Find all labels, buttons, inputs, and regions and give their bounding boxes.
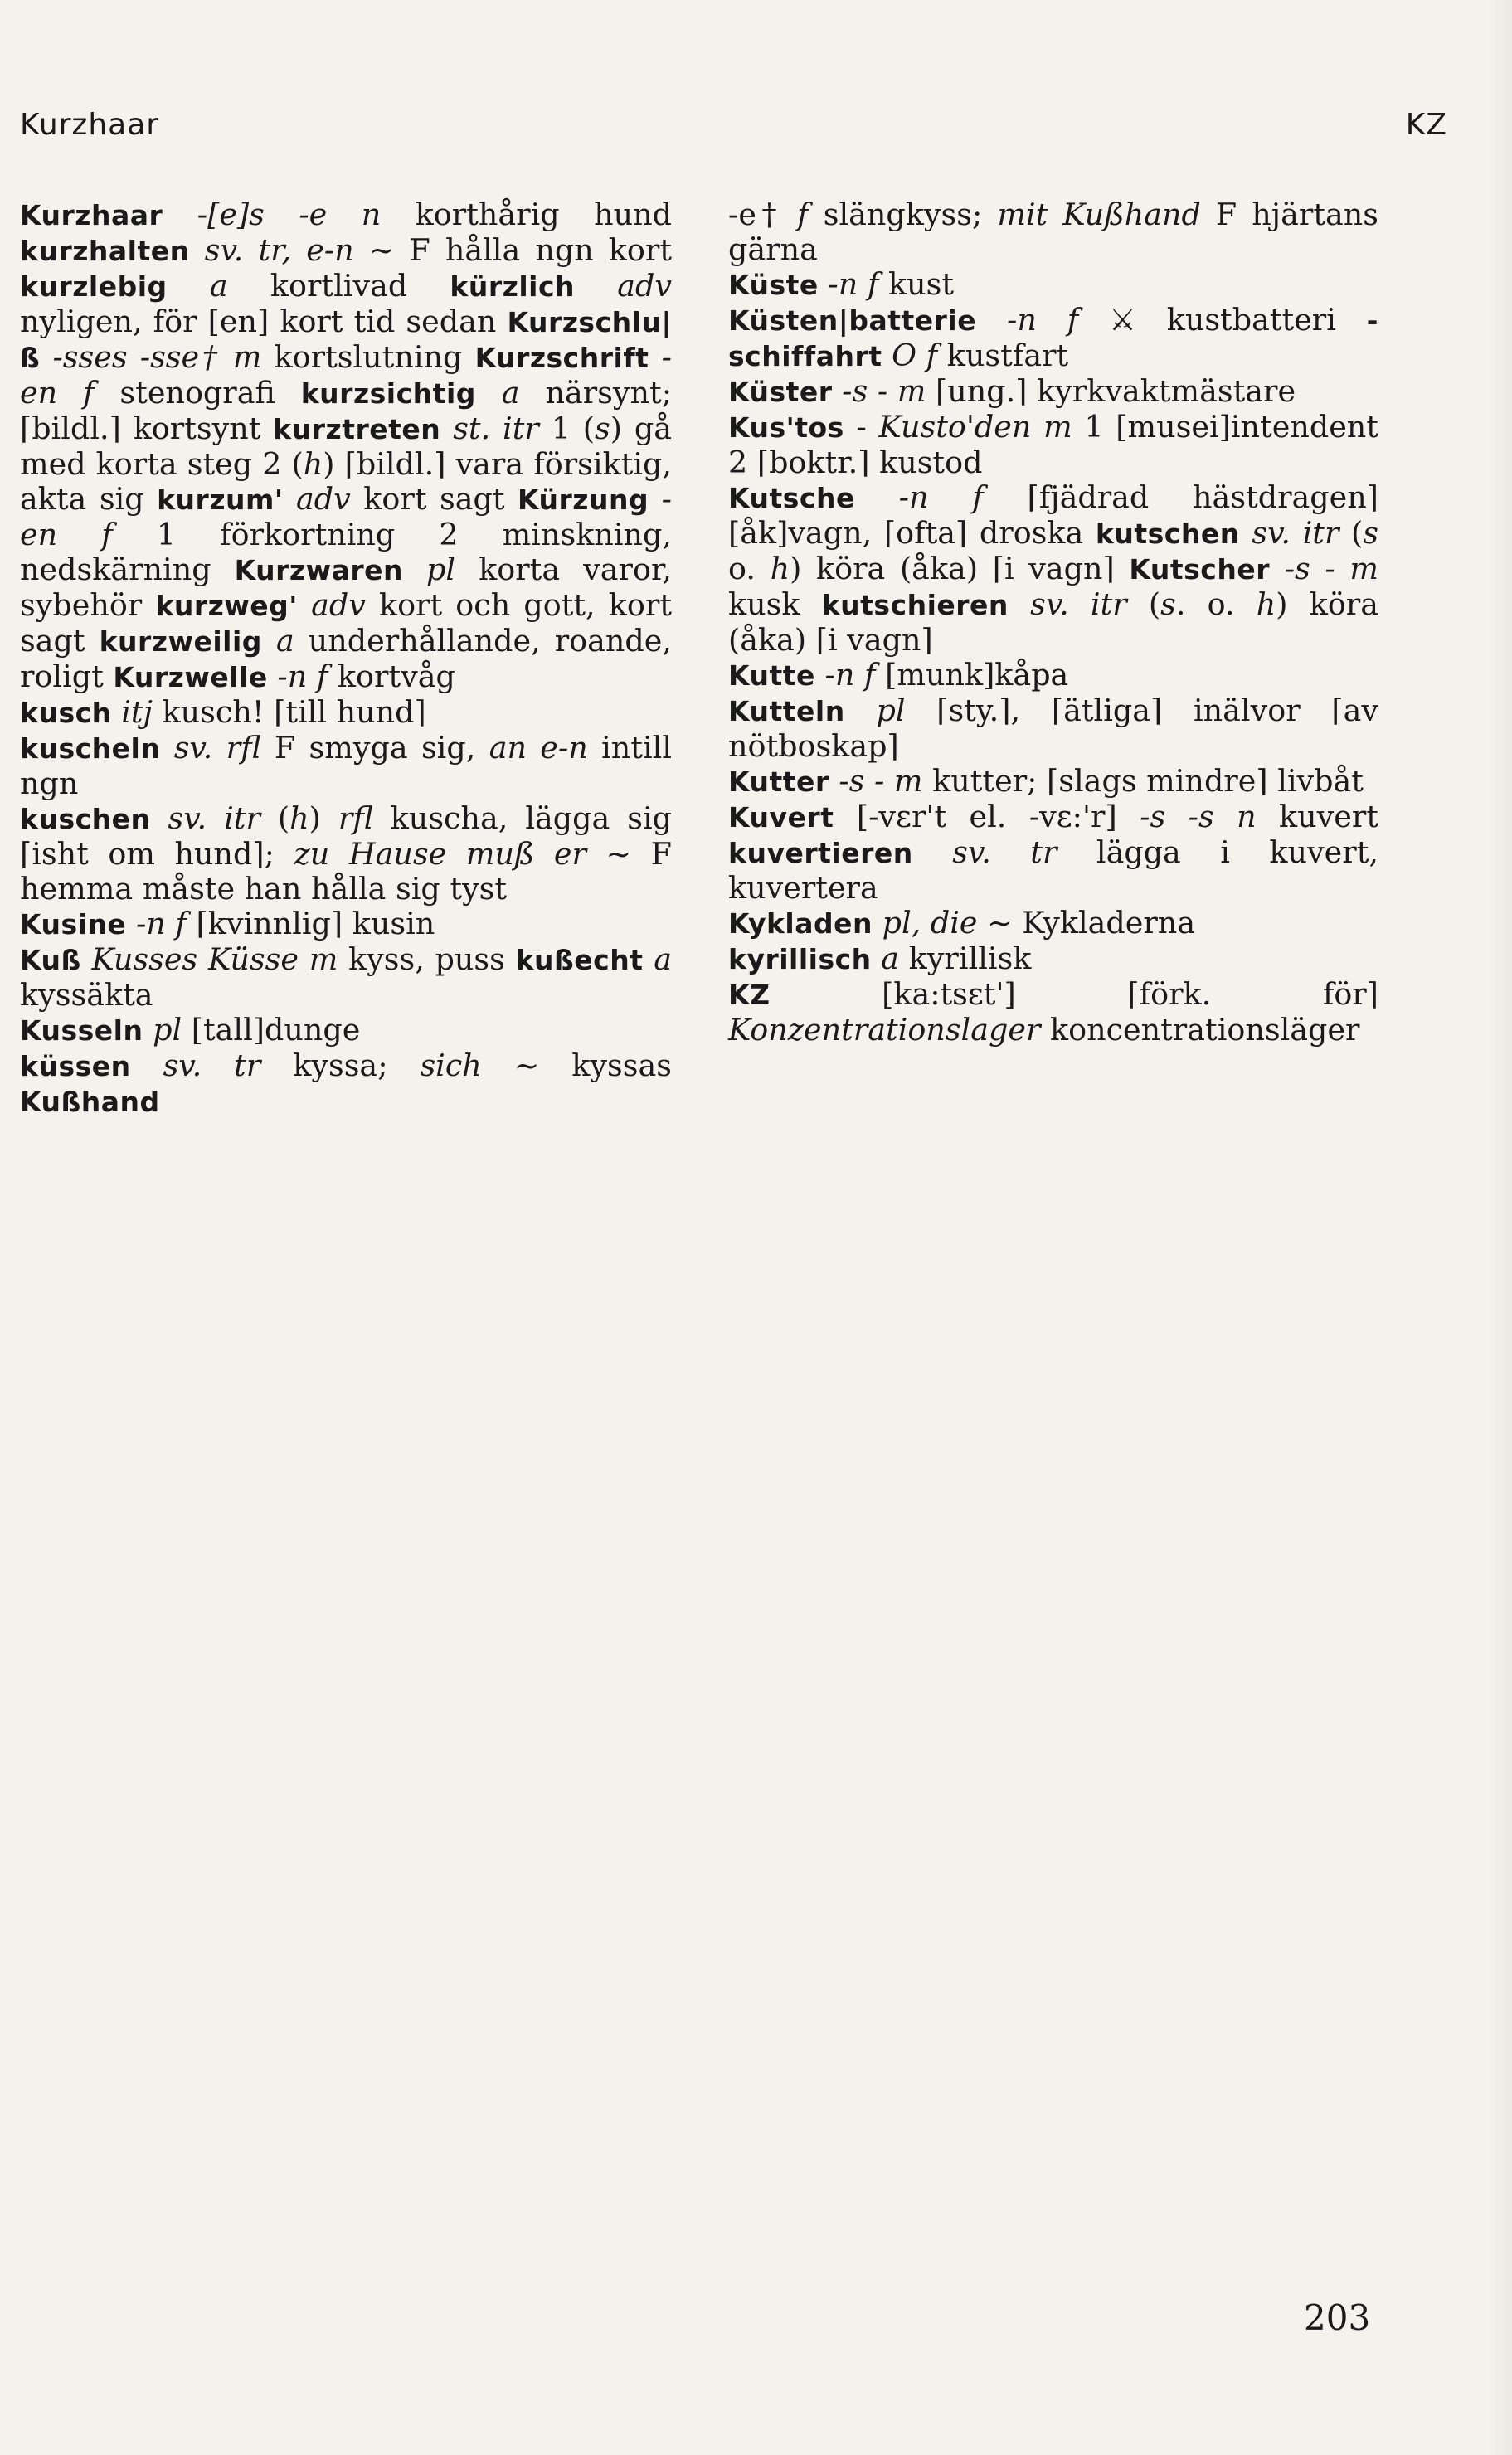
entry-headword: kusch <box>20 697 112 729</box>
entry-text <box>168 268 210 304</box>
entry-text: ) <box>309 800 338 836</box>
entry-grammar: mit Kußhand <box>997 197 1201 232</box>
page-shadow <box>1487 0 1512 2455</box>
entry-grammar: sv. tr, e-n <box>204 232 354 268</box>
entry-text <box>81 941 92 977</box>
dictionary-entry <box>20 907 672 942</box>
entry-text <box>873 905 882 941</box>
entry-text: kortslutning <box>261 339 475 375</box>
entry-grammar: -s - m <box>839 763 923 799</box>
entry-text <box>221 339 233 375</box>
dictionary-entry <box>20 800 682 907</box>
entry-grammar: a <box>654 941 672 977</box>
entry-headword: Kutter <box>728 766 829 798</box>
entry-text: ) köra (åka) ⌈i vagn⌉ <box>728 586 1388 658</box>
left-column <box>20 197 682 1120</box>
dictionary-entry <box>728 267 1378 303</box>
dictionary-entry <box>728 479 1388 658</box>
entry-text <box>143 1012 153 1048</box>
entry-headword: Kusseln <box>20 1014 143 1047</box>
entry-text: ⌈ung.⌉ kyrkvaktmästare <box>926 373 1296 409</box>
entry-text: kort och gott, kort sagt <box>20 587 682 659</box>
entry-grammar: adv <box>296 481 351 517</box>
entry-headword: Kykladen <box>728 907 873 940</box>
entry-text <box>829 763 839 799</box>
entry-grammar: a <box>209 268 228 304</box>
entry-text: stenografi <box>94 375 301 411</box>
header-last-headword: KZ <box>1405 108 1447 142</box>
entry-headword: Küster <box>728 376 833 408</box>
entry-headword: Kuvert <box>728 801 834 834</box>
dictionary-entry <box>728 941 1378 977</box>
entry-text <box>160 730 173 766</box>
entry-text: 1 [musei]intendent 2 ⌈boktr.⌉ kustod <box>728 409 1388 480</box>
entry-text: koncentrationsläger <box>1040 1012 1360 1048</box>
entry-headword: KZ <box>728 979 771 1011</box>
dictionary-entry <box>728 197 1388 267</box>
entry-text <box>262 623 276 659</box>
entry-grammar: -en f <box>20 339 672 411</box>
dictionary-entry <box>20 730 682 801</box>
entry-text <box>872 941 882 976</box>
entry-text: ( <box>1339 515 1364 551</box>
entry-text: kuvert <box>1256 799 1388 834</box>
entry-grammar: rfl <box>338 800 373 836</box>
entry-text: ~ Kykladerna <box>977 905 1196 941</box>
entry-grammar: pl, die <box>882 905 978 941</box>
entry-headword: Kurzwelle <box>113 661 268 693</box>
entry-grammar: -n f <box>1007 302 1079 338</box>
entry-text: nyligen, för [en] kort tid sedan <box>20 268 682 339</box>
entry-text: ⌈fjädrad hästdragen⌉ [åk]vagn, ⌈ofta⌉ droska <box>728 479 1388 551</box>
page-number: 203 <box>1304 2297 1371 2338</box>
entry-text: [-vɛr't el. -vɛ:'r] <box>834 799 1140 834</box>
entry-text: korthårig hund <box>381 197 682 232</box>
entry-text: ) gå med korta steg 2 ( <box>20 411 682 482</box>
dictionary-entry <box>728 799 1388 906</box>
entry-grammar: a <box>275 623 294 659</box>
entry-grammar: m <box>232 339 262 375</box>
entry-text: kusk <box>728 551 1388 622</box>
entry-grammar: -n f <box>277 659 328 694</box>
entry-text <box>855 479 899 515</box>
entry-text: F hjärtans gärna <box>728 197 1388 267</box>
entry-grammar: -n f <box>898 479 984 515</box>
entry-text: kortlivad <box>227 268 450 304</box>
dictionary-entry <box>728 976 1388 1048</box>
entry-grammar: adv <box>617 268 673 304</box>
dictionary-entry <box>728 693 1388 764</box>
entry-grammar: sv. itr <box>1030 586 1127 622</box>
entry-grammar: Kusses Küsse m <box>91 941 338 977</box>
entry-grammar: an e-n <box>489 730 588 766</box>
entry-text: ( <box>260 800 290 836</box>
dictionary-entry <box>728 303 1378 374</box>
entry-headword: Kutte <box>728 659 815 692</box>
entry-text <box>190 232 205 268</box>
entry-grammar: zu Hause muß er <box>294 836 586 872</box>
entry-text: kyssa; <box>260 1048 421 1083</box>
entry-text: lägga i kuvert, kuvertera <box>728 834 1388 906</box>
entry-grammar: -en f <box>20 481 672 552</box>
entry-text: ⌈sty.⌉, ⌈ätliga⌉ inälvor ⌈av nötboskap⌉ <box>728 693 1388 764</box>
entry-text: 1 förkortning 2 minskning, nedskärning <box>20 517 682 587</box>
entry-grammar: s <box>1363 515 1378 551</box>
entry-headword: kuschen <box>20 803 151 835</box>
entry-grammar: s <box>595 411 610 446</box>
dictionary-entry <box>20 1013 672 1048</box>
entry-headword: Kutscher <box>1129 553 1271 586</box>
entry-text: närsynt; ⌈bildl.⌉ kortsynt <box>20 375 682 446</box>
entry-grammar: sich <box>420 1048 482 1083</box>
entry-text <box>40 339 52 375</box>
entry-text <box>1240 515 1252 551</box>
entry-text <box>1270 551 1285 586</box>
entry-text <box>644 941 654 977</box>
entry-text <box>440 411 453 446</box>
dictionary-entry <box>728 409 1388 480</box>
header-first-headword: Kurzhaar <box>20 108 160 142</box>
entry-text: slängkyss; <box>808 197 998 232</box>
entry-headword: Kuß <box>20 944 81 976</box>
entry-text <box>819 266 829 302</box>
entry-grammar: -n f <box>135 906 187 941</box>
entry-headword: kutschieren <box>821 589 1009 621</box>
entry-grammar: st. itr <box>453 411 539 446</box>
entry-text: ~ kyssas <box>481 1048 682 1083</box>
entry-text <box>1009 586 1030 622</box>
entry-grammar: s <box>1160 586 1176 622</box>
entry-grammar: -sses -sse† <box>52 339 221 375</box>
entry-text: underhållande, roande, roligt <box>20 623 682 694</box>
entry-headword: Kurzhaar <box>20 199 163 231</box>
entry-grammar: h <box>1256 586 1276 622</box>
entry-headword: Kus'tos <box>728 411 844 444</box>
entry-headword: kurzum' <box>157 484 284 516</box>
entry-text: - <box>163 197 208 232</box>
entry-headword: Kutsche <box>728 482 855 514</box>
dictionary-entry <box>20 695 672 731</box>
entry-text <box>976 302 1007 338</box>
entry-text: kyssäkta <box>20 941 682 1013</box>
entry-headword: kußecht <box>515 944 644 976</box>
entry-text <box>845 693 877 728</box>
entry-headword: kurzsichtig <box>300 377 476 410</box>
entry-grammar: pl <box>426 552 456 587</box>
entry-text <box>649 339 661 375</box>
entry-text: 1 ( <box>538 411 596 446</box>
entry-grammar: sv. rfl <box>173 730 261 766</box>
entry-grammar: f <box>797 197 809 232</box>
entry-text <box>882 338 892 373</box>
entry-text <box>575 268 617 304</box>
entry-text <box>649 481 662 517</box>
entry-headword: Kußhand <box>20 1086 160 1118</box>
entry-text: o. <box>728 515 1388 586</box>
entry-headword: kurzlebig <box>20 270 168 303</box>
entry-headword: kutschen <box>1095 518 1240 550</box>
entry-headword: kurzweg' <box>155 590 298 622</box>
entry-grammar: -n f <box>828 266 879 302</box>
entry-text: kustfart <box>937 338 1069 373</box>
entry-grammar: Konzentrationslager <box>728 1012 1041 1048</box>
entry-text: kortvåg <box>328 659 455 694</box>
entry-grammar: -s - m <box>842 373 926 409</box>
dictionary-entry <box>728 658 1378 693</box>
entry-headword: Kurzschlu|ß <box>20 306 672 374</box>
entry-text <box>126 906 136 941</box>
entry-grammar: sv. itr <box>168 800 260 836</box>
entry-headword: -schiffahrt <box>728 304 1378 372</box>
entry-headword: kuscheln <box>20 732 161 765</box>
entry-text <box>403 552 426 587</box>
entry-grammar: h <box>289 800 309 836</box>
entry-text: ⚔ kustbatteri <box>1078 302 1367 338</box>
entry-text: korta varor, sybehör <box>20 552 682 623</box>
entry-text: ( <box>1126 586 1161 622</box>
entry-text: kust <box>878 266 954 302</box>
entry-grammar: sv. tr <box>952 834 1057 870</box>
entry-text: ~ F hemma måste han hålla sig tyst <box>20 836 682 907</box>
entry-text <box>284 481 297 517</box>
entry-grammar: Kusto'den m <box>878 409 1072 445</box>
entry-text: kuscha, lägga sig ⌈isht om hund⌉; <box>20 800 682 872</box>
running-header <box>20 108 1512 149</box>
entry-headword: Küsten|batterie <box>728 304 977 337</box>
entry-headword: Kürzung <box>518 484 649 516</box>
entry-grammar: adv <box>311 587 366 623</box>
entry-grammar: h <box>303 446 323 482</box>
entry-headword: Kusine <box>20 908 127 941</box>
entry-text <box>833 373 843 409</box>
entry-grammar: sv. tr <box>163 1048 261 1083</box>
entry-grammar: sv. itr <box>1252 515 1339 551</box>
entry-text: kyrillisk <box>899 941 1032 976</box>
entry-headword: kürzlich <box>450 270 576 303</box>
entry-grammar: a <box>501 375 520 411</box>
entry-text: kort sagt <box>350 481 518 517</box>
entry-text <box>151 800 168 836</box>
entry-headword: küssen <box>20 1050 131 1082</box>
entry-text: [ka:tsɛt'] ⌈förk. för⌉ <box>770 976 1388 1012</box>
entry-headword: kurzhalten <box>20 235 190 267</box>
entry-headword: kurzweilig <box>99 625 262 658</box>
entry-text: kusch! ⌈till hund⌉ <box>152 694 426 730</box>
entry-grammar: -s -s n <box>1140 799 1257 834</box>
entry-headword: Küste <box>728 269 819 301</box>
entry-text: ) köra (åka) ⌈i vagn⌉ <box>790 551 1130 586</box>
entry-text: ) ⌈bildl.⌉ vara försiktig, akta sig <box>20 446 682 517</box>
entry-text <box>913 834 952 870</box>
entry-grammar: h <box>770 551 790 586</box>
entry-headword: Kurzwaren <box>234 554 403 586</box>
entry-text: kutter; ⌈slags mindre⌉ livbåt <box>922 763 1364 799</box>
dictionary-entry <box>728 374 1378 410</box>
entry-grammar: -s - m <box>1284 551 1378 586</box>
entry-text <box>268 659 278 694</box>
entry-grammar: itj <box>121 694 153 730</box>
entry-text: ~ F hålla ngn kort <box>353 232 682 268</box>
entry-text <box>112 694 122 730</box>
entry-text: -e† <box>728 197 798 232</box>
entry-text: intill ngn <box>20 730 682 801</box>
entry-text <box>815 657 825 693</box>
entry-text <box>131 1048 163 1083</box>
dictionary-entry <box>20 197 682 695</box>
entry-text: . o. <box>1175 586 1257 622</box>
dictionary-entry <box>20 941 682 1013</box>
entry-grammar: [e]s -e n <box>207 197 382 232</box>
dictionary-entry <box>20 1048 682 1120</box>
entry-grammar: -n f <box>824 657 876 693</box>
entry-text: [tall]dunge <box>182 1012 361 1048</box>
entry-grammar: a <box>881 941 900 976</box>
entry-text <box>298 587 311 623</box>
entry-grammar: pl <box>876 693 906 728</box>
entry-grammar: O f <box>892 338 938 373</box>
right-column <box>728 197 1388 1048</box>
entry-text: ⌈kvinnlig⌉ kusin <box>186 906 435 941</box>
dictionary-entry <box>728 764 1378 800</box>
entry-text: kyss, puss <box>338 941 516 977</box>
entry-text: [munk]kåpa <box>875 657 1069 693</box>
entry-headword: kurztreten <box>273 413 441 445</box>
entry-text: F smyga sig, <box>260 730 489 766</box>
entry-headword: kuvertieren <box>728 837 913 869</box>
entry-headword: Kutteln <box>728 695 845 727</box>
entry-headword: kyrillisch <box>728 943 872 975</box>
dictionary-entry <box>728 906 1378 941</box>
entry-grammar: pl <box>153 1012 182 1048</box>
entry-headword: Kurzschrift <box>474 342 649 374</box>
entry-text <box>476 375 502 411</box>
entry-text: - <box>844 409 879 445</box>
